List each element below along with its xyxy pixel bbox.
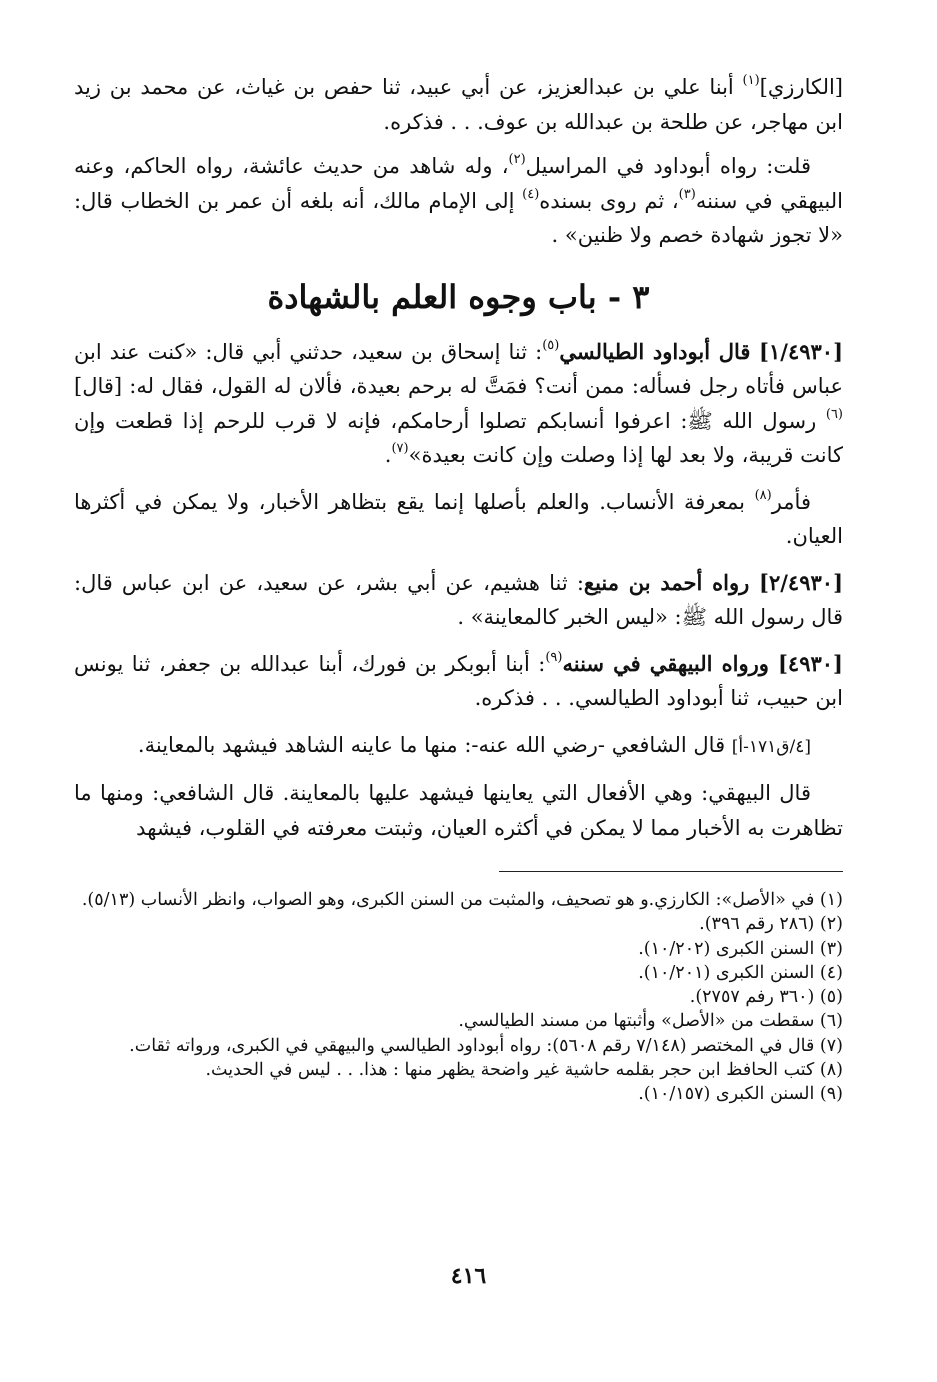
footnote-ref-5[interactable]: (٥) [542,337,560,353]
text: قلت: رواه أبوداود في المراسيل [525,154,811,178]
footnote-ref-4[interactable]: (٤) [522,186,540,202]
text: أبنا علي بن عبدالعزيز، عن أبي عبيد، ثنا حفص بن غياث، عن محمد بن زيد ابن مهاجر، عن طلحة بن عبدالله بن عوف. . . فذكره. [74,75,843,134]
footnote-divider [499,871,843,872]
hadith-lead: [٤٩٣٠] ورواه البيهقي في سننه [562,650,843,676]
text: : ثنا هشيم، عن أبي بشر، عن سعيد، عن ابن عباس قال: قال رسول الله ﷺ: «ليس الخبر كالمعاينة» . [74,570,843,629]
text: رسول الله ﷺ: اعرفوا أنسابكم تصلوا أرحامكم، فإنه لا قرب للرحم إذا قطعت وإن كانت قريبة، ولا بعد لها إذا وصلت وإن كانت بعيدة» [74,408,843,467]
footnote-ref-6[interactable]: (٦) [825,406,843,422]
footnote-7: (٧) قال في المختصر (٧/١٤٨ رقم ٥٦٠٨): رواه أبوداود الطيالسي والبيهقي في الكبرى، ورواته ثقات. [129,1035,843,1056]
book-page [74,70,843,1382]
paragraph-faamar [74,485,843,554]
manuscript-marker: [٤/ق١٧١-أ] [731,736,811,757]
paragraph-shafii [74,728,843,765]
paragraph-qult [74,149,843,253]
page-number: ٤١٦ [450,1263,487,1289]
text: بمعرفة الأنساب. والعلم بأصلها إنما يقع بتظاهر الأخبار، ولا يمكن في أكثرها العيان. [74,489,843,548]
paragraph-bayhaqi [74,776,843,845]
text: . [384,443,392,467]
footnote-ref-3[interactable]: (٣) [678,186,696,202]
footnote-ref-9[interactable]: (٩) [545,649,563,665]
text: : أبنا أبوبكر بن فورك، أبنا عبدالله بن جعفر، ثنا يونس ابن حبيب، ثنا أبوداود الطيالسي. . . فذكره. [74,651,843,710]
paragraph-4930-bayhaqi [74,647,843,716]
footnote-8: (٨) كتب الحافظ ابن حجر بقلمه حاشية غير واضحة يظهر منها : هذا. . . ليس في الحديث. [205,1060,843,1081]
footnote-2: (٢) (٢٨٦ رقم ٣٩٦). [699,914,843,935]
paragraph-4930-1 [74,335,843,473]
footnote-1: (١) في «الأصل»: الكارزي.و هو تصحيف، والمثبت من السنن الكبرى، وهو الصواب، وانظر الأنساب (٥/١٣). [81,890,843,910]
chapter-heading: ٣ - باب وجوه العلم بالشهادة [267,277,650,316]
paragraph-4930-2 [74,566,843,635]
text: : ثنا إسحاق بن سعيد، حدثني أبي قال: «كنت عند ابن عباس فأتاه رجل فسأله: ممن أنت؟ فمَتَّ له برحم بعيدة، فألان له القول، فقال له: [قال] [74,339,843,398]
text: إلى الإمام مالك، أنه بلغه أن عمر بن الخطاب قال: «لا تجوز شهادة خصم ولا ظنين» . [74,188,843,247]
footnote-ref-8[interactable]: (٨) [754,487,772,503]
footnote-4: (٤) السنن الكبرى (١٠/٢٠١). [638,962,843,983]
footnote-3: (٣) السنن الكبرى (١٠/٢٠٢). [638,938,843,959]
footnote-5: (٥) (٣٦٠ رفم ٢٧٥٧). [689,987,843,1008]
text: ، وله شاهد من حديث عائشة، رواه الحاكم، وعنه البيهقي في سننه [74,154,843,213]
paragraph-kalarzi [74,70,843,139]
text: قال البيهقي: وهي الأفعال التي يعاينها فيشهد عليها بالمعاينة. قال الشافعي: ومنها ما تظاهرت به الأخبار مما لا يمكن في أكثره العيان، وثبتت معرفته في القلوب، فيشهد [74,781,843,840]
footnote-ref-1[interactable]: (١) [742,73,760,88]
footnote-ref-2[interactable]: (٢) [508,152,526,167]
text: فأمر [771,489,811,514]
footnote-6: (٦) سقطت من «الأصل» وأثبتها من مسند الطيالسي. [458,1011,843,1032]
footnotes-list [74,888,843,1107]
footnote-9: (٩) السنن الكبرى (١٠/١٥٧). [638,1084,843,1105]
hadith-lead: [٢/٤٩٣٠] رواه أحمد بن منيع [583,569,843,595]
hadith-lead: [١/٤٩٣٠] قال أبوداود الطيالسي [559,338,844,364]
text: قال الشافعي -رضي الله عنه-: منها ما عاينه الشاهد فيشهد بالمعاينة. [137,732,732,757]
text: ، ثم روى بسنده [539,188,679,213]
text: [الكارزي] [759,75,843,99]
footnote-ref-7[interactable]: (٧) [391,441,409,456]
